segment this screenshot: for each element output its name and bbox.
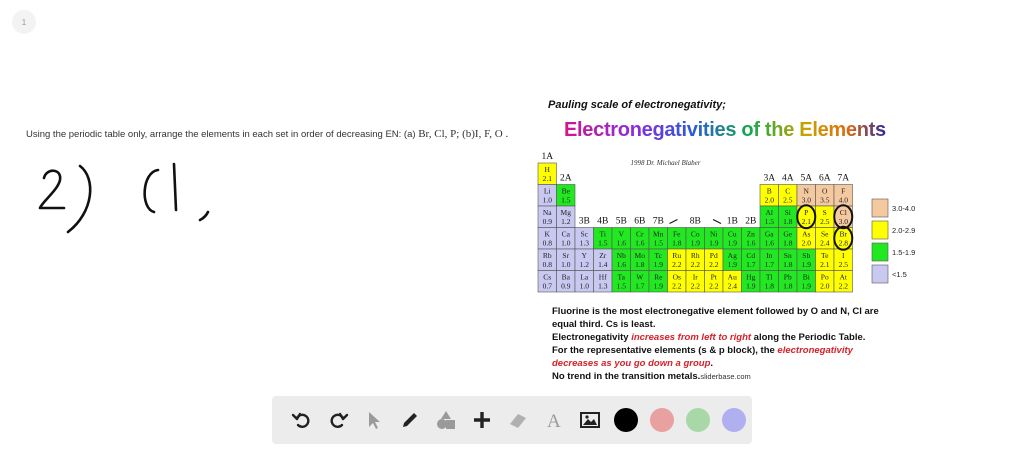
element-symbol-f: F	[841, 186, 846, 196]
element-en-as: 2.0	[801, 238, 811, 248]
element-symbol-ir: Ir	[692, 272, 698, 282]
element-en-in: 1.7	[764, 260, 774, 269]
element-en-pt: 2.2	[709, 281, 719, 291]
group-label-g16: 6A	[818, 173, 831, 184]
element-symbol-br: Br	[839, 229, 847, 239]
element-en-br: 2.8	[838, 238, 848, 248]
element-en-ca: 1.0	[561, 238, 571, 248]
element-en-o: 3.5	[820, 195, 830, 205]
element-en-po: 2.0	[820, 281, 830, 291]
group-label-g6: 6B	[634, 216, 646, 227]
element-en-at: 2.2	[838, 281, 848, 291]
element-en-ga: 1.6	[764, 238, 774, 248]
element-symbol-li: Li	[543, 186, 551, 196]
color-swatch-blue	[722, 408, 746, 432]
element-symbol-sn: Sn	[783, 251, 792, 260]
element-en-ni: 1.9	[709, 238, 719, 248]
element-en-c: 2.5	[783, 195, 793, 205]
element-symbol-ba: Ba	[561, 272, 570, 282]
element-en-al: 1.5	[764, 217, 774, 226]
add-icon	[471, 409, 493, 431]
element-symbol-se: Se	[821, 229, 829, 239]
element-en-sc: 1.3	[579, 238, 589, 248]
legend-label-1: 2.0-2.9	[892, 226, 916, 235]
element-en-v: 1.6	[616, 238, 626, 248]
text-button[interactable]	[536, 402, 572, 438]
element-en-zr: 1.4	[598, 260, 608, 269]
element-symbol-n: N	[803, 186, 809, 196]
color-black-button[interactable]	[608, 402, 644, 438]
element-en-sn: 1.8	[783, 260, 793, 269]
element-symbol-tl: Tl	[765, 272, 773, 282]
element-symbol-hf: Hf	[598, 272, 607, 282]
element-symbol-ru: Ru	[672, 251, 682, 260]
element-symbol-bi: Bi	[802, 272, 810, 282]
note-line-3: Electronegativity increases from left to right along the Periodic Table.	[552, 332, 866, 343]
element-en-ge: 1.8	[783, 238, 793, 248]
group-label-g11: 1B	[726, 216, 738, 227]
element-en-rb: 0.8	[542, 260, 552, 269]
element-symbol-cl: Cl	[839, 208, 847, 217]
element-en-la: 1.0	[579, 281, 589, 291]
add-button[interactable]	[464, 402, 500, 438]
element-symbol-k: K	[544, 229, 550, 239]
reference-heading: Pauling scale of electronegativity;	[548, 99, 726, 111]
element-symbol-au: Au	[727, 272, 737, 282]
element-symbol-o: O	[822, 186, 828, 196]
element-en-be: 1.5	[561, 195, 571, 205]
element-en-te: 2.1	[820, 260, 830, 269]
legend-label-0: 3.0-4.0	[892, 204, 916, 213]
element-symbol-co: Co	[690, 229, 700, 239]
element-en-b: 2.0	[764, 195, 774, 205]
color-blue-button[interactable]	[716, 402, 752, 438]
element-symbol-cu: Cu	[727, 229, 737, 239]
element-symbol-zr: Zr	[599, 251, 607, 260]
element-symbol-p: P	[804, 208, 809, 217]
legend-label-2: 1.5-1.9	[892, 248, 916, 257]
element-en-na: 0.9	[542, 217, 552, 226]
select-button[interactable]	[356, 402, 392, 438]
shapes-button[interactable]	[428, 402, 464, 438]
group-label-g7: 7B	[652, 216, 664, 227]
element-en-se: 2.4	[820, 238, 830, 248]
page-indicator[interactable]: 1	[12, 10, 36, 34]
element-symbol-sr: Sr	[562, 251, 570, 260]
element-symbol-pd: Pd	[709, 251, 718, 260]
element-en-cr: 1.6	[635, 238, 645, 248]
group-label-g14: 4A	[781, 173, 794, 184]
reference-notes	[552, 305, 879, 383]
element-en-s: 2.5	[820, 217, 830, 226]
element-symbol-nb: Nb	[616, 251, 626, 260]
element-en-k: 0.8	[542, 238, 552, 248]
element-en-ag: 1.9	[727, 260, 737, 269]
element-symbol-ag: Ag	[727, 251, 737, 260]
legend-swatch-0	[872, 199, 888, 217]
element-en-rh: 2.2	[690, 260, 700, 269]
element-symbol-cr: Cr	[636, 229, 644, 239]
element-en-ta: 1.5	[616, 281, 626, 291]
color-swatch-black	[614, 408, 638, 432]
pointer-icon	[363, 409, 385, 431]
group-label-g4: 4B	[597, 216, 609, 227]
group-label-g2: 2A	[559, 173, 572, 184]
element-symbol-po: Po	[820, 272, 829, 282]
element-en-re: 1.9	[653, 281, 663, 291]
element-symbol-v: V	[618, 229, 624, 239]
svg-text:A: A	[547, 411, 561, 432]
element-symbol-zn: Zn	[746, 229, 755, 239]
element-symbol-as: As	[802, 229, 811, 239]
group-label-g3: 3B	[578, 216, 590, 227]
note-line-2: equal third. Cs is least.	[552, 319, 656, 330]
color-pink-button[interactable]	[644, 402, 680, 438]
element-symbol-cd: Cd	[746, 251, 756, 260]
element-en-f: 4.0	[838, 195, 848, 205]
group-8b-bracket-right	[713, 220, 721, 224]
eraser-icon	[507, 409, 529, 431]
color-green-button[interactable]	[680, 402, 716, 438]
element-en-w: 1.7	[635, 281, 645, 291]
pen-icon	[399, 409, 421, 431]
element-en-i: 2.5	[838, 260, 848, 269]
group-label-g15: 5A	[800, 173, 813, 184]
element-en-mo: 1.8	[635, 260, 645, 269]
reference-title: Electronegativities of the Elements	[564, 119, 886, 141]
periodic-table	[530, 147, 916, 305]
redo-icon	[327, 409, 349, 431]
element-en-ba: 0.9	[561, 281, 571, 291]
element-symbol-sb: Sb	[802, 251, 811, 260]
element-en-n: 3.0	[801, 195, 811, 205]
element-en-mn: 1.5	[653, 238, 663, 248]
element-en-os: 2.2	[672, 281, 682, 291]
note-line-4: For the representative elements (s & p block), the electronegativity	[552, 345, 853, 356]
note-line-5: decreases as you go down a group.	[552, 358, 714, 369]
element-en-tc: 1.9	[653, 260, 663, 269]
element-en-si: 1.8	[783, 217, 793, 226]
element-symbol-na: Na	[542, 208, 552, 217]
element-en-hf: 1.3	[598, 281, 608, 291]
element-en-cl: 3.0	[838, 217, 848, 226]
element-en-y: 1.2	[579, 260, 589, 269]
element-en-co: 1.9	[690, 238, 700, 248]
element-symbol-ge: Ge	[783, 229, 793, 239]
element-en-ti: 1.5	[598, 238, 608, 248]
legend-label-3: <1.5	[892, 270, 907, 279]
question-prefix: Using the periodic table only, arrange the elements in each set in order of decreasing EN: (a)	[26, 129, 419, 140]
element-en-fe: 1.8	[672, 238, 682, 248]
image-icon	[579, 409, 601, 431]
note-line-6: No trend in the transition metals.sliderbase.com	[552, 371, 751, 382]
element-symbol-mn: Mn	[653, 229, 664, 239]
element-symbol-pt: Pt	[710, 272, 717, 282]
element-symbol-ni: Ni	[710, 229, 718, 239]
element-en-hg: 1.9	[746, 281, 756, 291]
element-symbol-al: Al	[765, 208, 773, 217]
element-en-tl: 1.8	[764, 281, 774, 291]
element-symbol-b: B	[766, 186, 772, 196]
watermark: sliderbase.com	[700, 372, 751, 381]
electronegativity-reference	[530, 95, 916, 395]
element-en-sb: 1.9	[801, 260, 811, 269]
element-symbol-c: C	[785, 186, 791, 196]
group-label-g5: 5B	[615, 216, 627, 227]
legend-swatch-2	[872, 243, 888, 261]
group-label-g17: 7A	[837, 173, 850, 184]
element-symbol-os: Os	[672, 272, 681, 282]
element-en-zn: 1.6	[746, 238, 756, 248]
undo-button[interactable]	[284, 402, 320, 438]
element-symbol-rh: Rh	[690, 251, 700, 260]
question-set-b: (b)I, F, O .	[462, 128, 509, 140]
element-symbol-y: Y	[581, 251, 587, 260]
shapes-icon	[435, 409, 457, 431]
element-en-li: 1.0	[542, 195, 552, 205]
element-symbol-i: I	[842, 251, 845, 260]
question-set-a: Br, Cl, P;	[418, 128, 463, 140]
element-en-ru: 2.2	[672, 260, 682, 269]
image-button[interactable]	[572, 402, 608, 438]
element-symbol-hg: Hg	[746, 272, 756, 282]
legend-swatch-1	[872, 221, 888, 239]
group-label-g12: 2B	[745, 216, 757, 227]
element-symbol-ga: Ga	[764, 229, 774, 239]
element-symbol-in: In	[766, 251, 773, 260]
element-symbol-la: La	[580, 272, 589, 282]
text-icon	[543, 409, 565, 431]
redo-button[interactable]	[320, 402, 356, 438]
element-en-pb: 1.8	[783, 281, 793, 291]
element-en-sr: 1.0	[561, 260, 571, 269]
group-label-g8: 8B	[689, 216, 701, 227]
element-symbol-re: Re	[654, 272, 663, 282]
element-en-cu: 1.9	[727, 238, 737, 248]
element-en-p: 2.1	[801, 217, 811, 226]
color-swatch-pink	[650, 408, 674, 432]
element-symbol-ca: Ca	[561, 229, 570, 239]
note-line-1: Fluorine is the most electronegative element followed by O and N, Cl are	[552, 306, 879, 317]
element-symbol-mg: Mg	[560, 208, 571, 217]
group-8b-bracket-left	[670, 220, 678, 224]
table-credit: 1998 Dr. Michael Blaber	[630, 159, 701, 167]
element-symbol-sc: Sc	[580, 229, 588, 239]
drawing-toolbar	[272, 396, 752, 444]
pen-button[interactable]	[392, 402, 428, 438]
element-en-nb: 1.6	[616, 260, 626, 269]
element-en-pd: 2.2	[709, 260, 719, 269]
element-symbol-mo: Mo	[634, 251, 645, 260]
element-symbol-w: W	[636, 272, 644, 282]
group-label-g13: 3A	[763, 173, 776, 184]
element-symbol-s: S	[822, 208, 827, 217]
element-symbol-ta: Ta	[617, 272, 625, 282]
undo-icon	[291, 409, 313, 431]
element-symbol-cs: Cs	[543, 272, 552, 282]
element-en-ir: 2.2	[690, 281, 700, 291]
handwritten-annotation	[30, 150, 230, 240]
element-symbol-rb: Rb	[542, 251, 552, 260]
element-symbol-ti: Ti	[599, 229, 606, 239]
element-en-bi: 1.9	[801, 281, 811, 291]
color-swatch-green	[686, 408, 710, 432]
question-text	[26, 128, 508, 140]
element-symbol-h: H	[544, 165, 550, 174]
element-symbol-te: Te	[821, 251, 829, 260]
element-symbol-tc: Tc	[654, 251, 662, 260]
element-symbol-si: Si	[784, 208, 791, 217]
element-en-mg: 1.2	[561, 217, 571, 226]
group-label-g1: 1A	[541, 152, 554, 162]
element-en-cd: 1.7	[746, 260, 756, 269]
element-symbol-be: Be	[561, 186, 570, 196]
element-symbol-fe: Fe	[673, 229, 681, 239]
element-en-h: 2.1	[542, 174, 552, 183]
legend-swatch-3	[872, 265, 888, 283]
element-en-cs: 0.7	[542, 281, 552, 291]
element-en-au: 2.4	[727, 281, 737, 291]
element-symbol-pb: Pb	[783, 272, 792, 282]
eraser-button[interactable]	[500, 402, 536, 438]
element-symbol-at: At	[839, 272, 847, 282]
